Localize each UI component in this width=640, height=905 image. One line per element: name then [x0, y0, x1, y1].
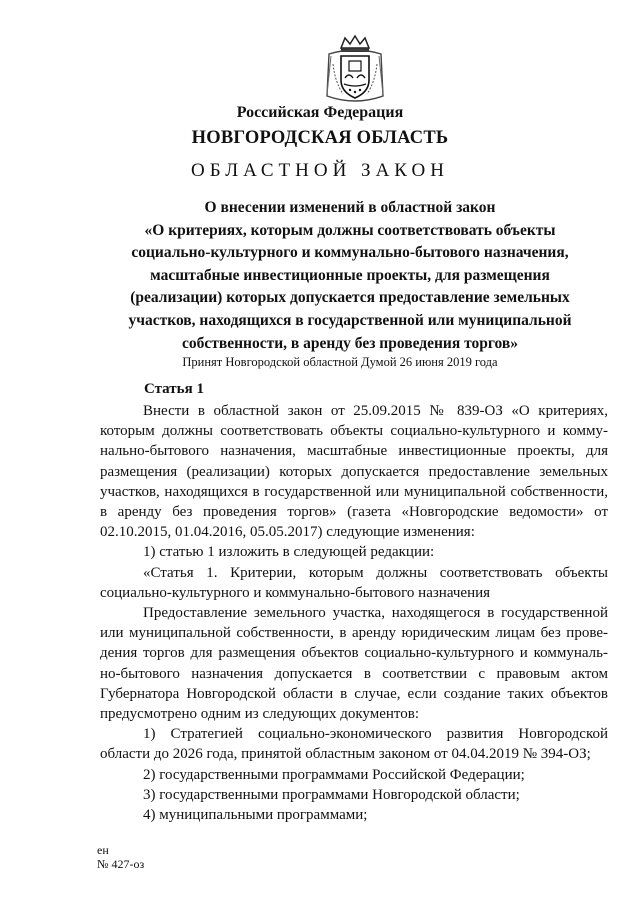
law-title [100, 197, 600, 355]
law-title-line: социально-культурного и коммунально-бытового назначения, [131, 244, 569, 262]
region-heading: НОВГОРОДСКАЯ ОБЛАСТЬ [191, 128, 449, 148]
novgorod-coat-of-arms-icon [323, 34, 387, 106]
law-title-line: масштабные инвестиционные проекты, для размещения [150, 266, 550, 284]
document-type-heading: ОБЛАСТНОЙ ЗАКОН [191, 160, 449, 181]
adoption-note: Принят Новгородской областной Думой 26 июня 2019 года [182, 355, 498, 369]
paragraph: Внести в областной закон от 25.09.2015 № 839-ОЗ «О критериях, которым должны соответствовать объекты социально-культурного и коммунально-бытового назначения, масштабные инвестиционные проекты, для размещения (реализации) которых допускается предоставление земельных участков, находящихся в государственной или муниципальной собственности, в аренду без проведения торгов» (газета «Новгородские ведомости» от 02.10.2015, 01.04.2016, 05.05.2017) следующие изменения: [100, 403, 608, 541]
paragraph: 4) муниципальными программами; [143, 807, 368, 824]
law-title-line: собственности, в аренду без проведения торгов» [181, 334, 519, 352]
country-heading: Российская Федерация [236, 104, 404, 121]
paragraph: 2) государственными программами Российской Федерации; [143, 766, 525, 783]
paragraph: 3) государственными программами Новгородской области; [143, 786, 520, 803]
paragraph: Предоставление земельного участка, находящегося в государственной или муниципальной собственности, в аренду юридическим лицам без проведения торгов для размещения объектов социально-культурного и коммунально-бытового назначения допускается в соответствии с правовым актом Губернатора Новгородской области в случае, если создание таких объектов предусмотрено одним из следующих документов: [100, 605, 608, 723]
paragraph: 1) статью 1 изложить в следующей редакции: [143, 544, 435, 561]
law-title-line: «О критериях, которым должны соответствовать объекты [144, 221, 556, 239]
document-footer [97, 843, 144, 871]
article-body [100, 401, 608, 825]
law-title-line: (реализации) которых допускается предоставление земельных [130, 289, 570, 307]
footer-number: № 427-оз [97, 857, 145, 871]
article-heading: Статья 1 [144, 381, 204, 397]
law-title-line: О внесении изменений в областной закон [204, 199, 496, 216]
law-title-line: участков, находящихся в государственной или муниципальной [128, 311, 572, 329]
paragraph: «Статья 1. Критерии, которым должны соответствовать объекты социально-культурного и коммунально-бытового назначения [100, 564, 608, 601]
paragraph: 1) Стратегией социально-экономического развития Новгородской области до 2026 года, принятой областным законом от 04.04.2019 № 394-ОЗ; [100, 726, 608, 763]
footer-initials: ен [97, 843, 109, 857]
